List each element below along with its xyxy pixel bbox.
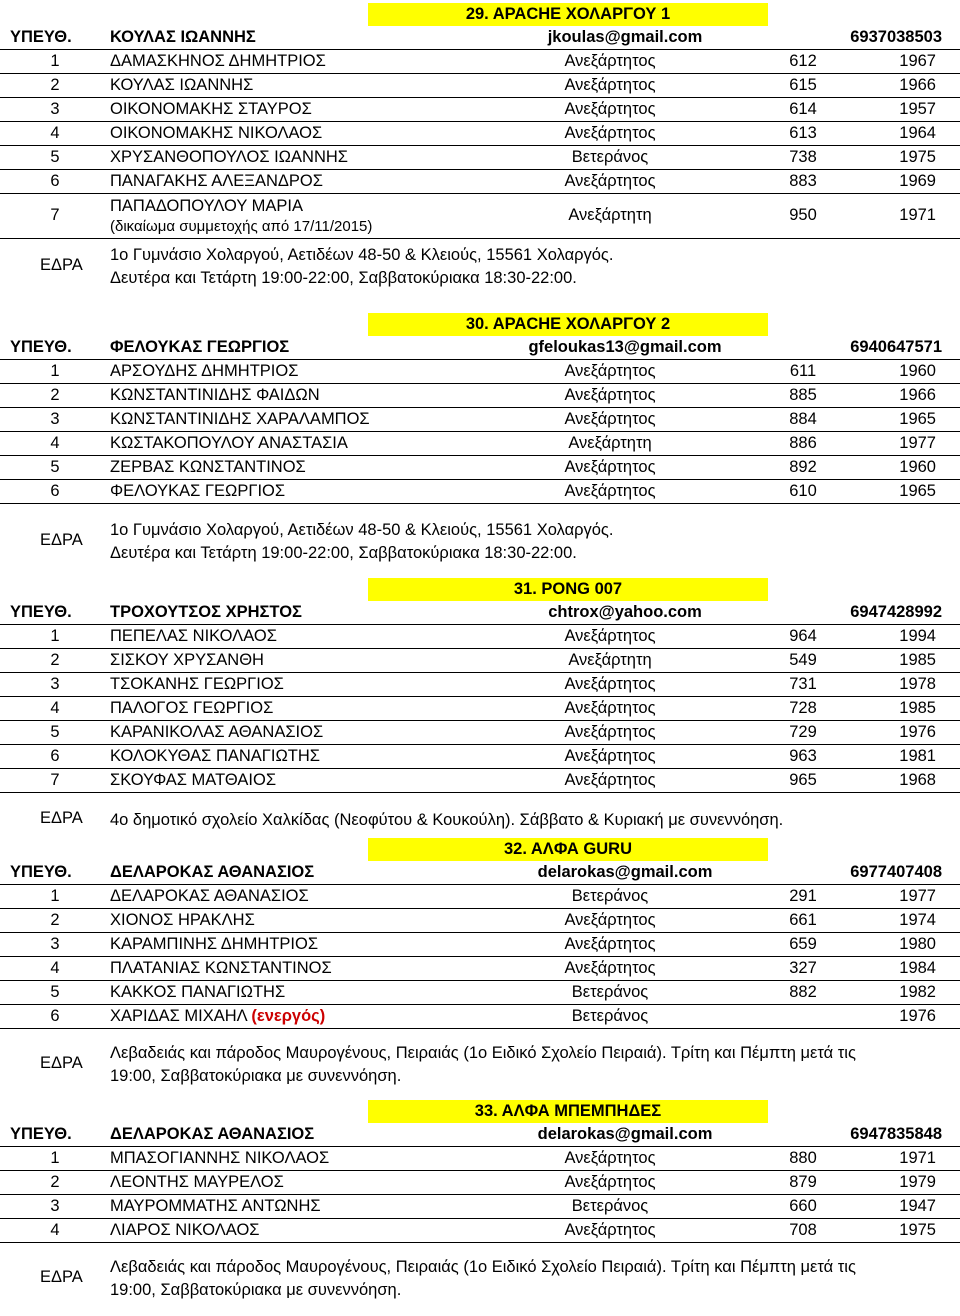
player-id: 612 [789, 52, 817, 70]
player-row [0, 933, 960, 957]
venue-block [0, 243, 960, 291]
player-id: 950 [789, 206, 817, 224]
player-row [0, 1195, 960, 1219]
player-id: 660 [789, 1197, 817, 1215]
player-category: Βετεράνος [571, 148, 649, 166]
player-birth-year: 1947 [899, 1197, 936, 1215]
player-birth-year: 1960 [899, 458, 936, 476]
venue-line: 1ο Γυμνάσιο Χολαργού, Αετιδέων 48-50 & Κλειούς, 15561 Χολαργός. [110, 246, 614, 264]
player-name [110, 98, 312, 121]
player-name [110, 721, 323, 744]
player-number: 3 [50, 935, 60, 953]
player-number: 5 [50, 148, 60, 166]
player-status-note: (ενεργός) [251, 1007, 326, 1025]
player-birth-year: 1967 [899, 52, 936, 70]
player-number: 2 [50, 386, 60, 404]
player-name-text: ΚΩΝΣΤΑΝΤΙΝΙΔΗΣ ΧΑΡΑΛΑΜΠΟΣ [110, 410, 370, 428]
player-row [0, 697, 960, 721]
venue-line: 1ο Γυμνάσιο Χολαργού, Αετιδέων 48-50 & Κλειούς, 15561 Χολαργός. [110, 521, 614, 539]
player-birth-year: 1966 [899, 76, 936, 94]
player-category: Ανεξάρτητος [564, 52, 656, 70]
player-row [0, 721, 960, 745]
team-title [368, 3, 768, 26]
player-id: 964 [789, 627, 817, 645]
player-id: 731 [789, 675, 817, 693]
player-category: Βετεράνος [571, 1197, 649, 1215]
responsible-row [0, 1123, 960, 1147]
player-category: Βετεράνος [571, 887, 649, 905]
player-row [0, 1005, 960, 1029]
player-name-text: ΔΕΛΑΡΟΚΑΣ ΑΘΑΝΑΣΙΟΣ [110, 887, 309, 905]
player-category: Ανεξάρτητος [564, 911, 656, 929]
responsible-name: ΔΕΛΑΡΟΚΑΣ ΑΘΑΝΑΣΙΟΣ [110, 1125, 315, 1143]
player-name [110, 480, 285, 503]
player-category: Ανεξάρτητος [564, 1173, 656, 1191]
team-title-text: 32. ΑΛΦΑ GURU [503, 840, 632, 858]
player-category: Ανεξάρτητος [564, 362, 656, 380]
player-category: Ανεξάρτητος [564, 627, 656, 645]
player-number: 3 [50, 100, 60, 118]
venue-line: 4ο δημοτικό σχολείο Χαλκίδας (Νεοφύτου & Κουκούλη). Σάββατο & Κυριακή με συνεννόηση. [110, 810, 784, 829]
team-section [0, 578, 960, 837]
player-id: 615 [789, 76, 817, 94]
responsible-name: ΦΕΛΟΥΚΑΣ ΓΕΩΡΓΙΟΣ [110, 338, 290, 356]
player-name [110, 769, 276, 792]
player-category: Ανεξάρτητος [564, 482, 656, 500]
player-row [0, 50, 960, 74]
player-birth-year: 1984 [899, 959, 936, 977]
player-birth-year: 1968 [899, 771, 936, 789]
player-number: 2 [50, 651, 60, 669]
responsible-row [0, 336, 960, 360]
player-category: Ανεξάρτητη [568, 434, 652, 452]
venue-label: ΕΔΡΑ [40, 1267, 83, 1286]
player-name-text: ΠΑΠΑΔΟΠΟΥΛΟΥ ΜΑΡΙΑ [110, 197, 303, 215]
responsible-email: delarokas@gmail.com [537, 863, 713, 881]
player-name-text: ΚΟΥΛΑΣ ΙΩΑΝΝΗΣ [110, 76, 254, 94]
player-category: Ανεξάρτητος [564, 100, 656, 118]
player-row [0, 194, 960, 239]
player-category: Ανεξάρτητος [564, 386, 656, 404]
player-row [0, 1171, 960, 1195]
responsible-phone: 6947428992 [850, 603, 942, 621]
player-id: 886 [789, 434, 817, 452]
player-note-subtitle: (δικαίωμα συμμετοχής από 17/11/2015) [110, 218, 373, 235]
player-name [110, 122, 322, 145]
player-birth-year: 1974 [899, 911, 936, 929]
player-row [0, 649, 960, 673]
venue-line: Λεβαδειάς και πάροδος Μαυρογένους, Πειραιάς (1ο Ειδικό Σχολείο Πειραιά). Τρίτη και Πέμπτη μετά τις [110, 1258, 856, 1276]
player-number: 6 [50, 1007, 60, 1025]
player-id: 738 [789, 148, 817, 166]
player-number: 4 [50, 124, 60, 142]
player-row [0, 1147, 960, 1171]
venue-line: Δευτέρα και Τετάρτη 19:00-22:00, Σαββατοκύριακα 18:30-22:00. [110, 269, 577, 287]
player-row [0, 170, 960, 194]
player-category: Ανεξάρτητος [564, 675, 656, 693]
player-name-text: ΜΠΑΣΟΓΙΑΝΝΗΣ ΝΙΚΟΛΑΟΣ [110, 1149, 330, 1167]
responsible-email: gfeloukas13@gmail.com [528, 338, 722, 356]
responsible-label: ΥΠΕΥΘ. [10, 338, 72, 356]
responsible-phone: 6977407408 [850, 863, 942, 881]
player-id: 883 [789, 172, 817, 190]
player-birth-year: 1966 [899, 386, 936, 404]
player-name [110, 196, 372, 240]
player-row [0, 957, 960, 981]
venue-label: ΕΔΡΑ [40, 530, 83, 549]
responsible-label: ΥΠΕΥΘ. [10, 1125, 72, 1143]
player-row [0, 456, 960, 480]
player-name [110, 909, 255, 932]
responsible-name: ΤΡΟΧΟΥΤΣΟΣ ΧΡΗΣΤΟΣ [110, 603, 302, 621]
player-birth-year: 1975 [899, 148, 936, 166]
player-id [760, 1005, 846, 1028]
responsible-email: delarokas@gmail.com [537, 1125, 713, 1143]
player-name-text: ΚΑΚΚΟΣ ΠΑΝΑΓΙΩΤΗΣ [110, 983, 286, 1001]
player-row [0, 122, 960, 146]
player-birth-year: 1960 [899, 362, 936, 380]
player-birth-year: 1965 [899, 410, 936, 428]
player-category: Ανεξάρτητος [564, 935, 656, 953]
player-row [0, 408, 960, 432]
player-number: 3 [50, 1197, 60, 1215]
venue-label: ΕΔΡΑ [40, 1053, 83, 1072]
responsible-name: ΔΕΛΑΡΟΚΑΣ ΑΘΑΝΑΣΙΟΣ [110, 863, 315, 881]
team-title-text: 31. PONG 007 [513, 580, 623, 598]
player-name [110, 384, 320, 407]
player-number: 1 [50, 887, 60, 905]
player-number: 6 [50, 172, 60, 190]
player-name-text: ΟΙΚΟΝΟΜΑΚΗΣ ΣΤΑΥΡΟΣ [110, 100, 312, 118]
player-birth-year: 1957 [899, 100, 936, 118]
player-number: 5 [50, 723, 60, 741]
player-name-text: ΠΑΛΟΓΟΣ ΓΕΩΡΓΙΟΣ [110, 699, 274, 717]
player-row [0, 981, 960, 1005]
player-name [110, 360, 298, 383]
player-id: 613 [789, 124, 817, 142]
responsible-email: jkoulas@gmail.com [547, 28, 703, 46]
player-birth-year: 1979 [899, 1173, 936, 1191]
player-row [0, 480, 960, 504]
player-name-text: ΣΙΣΚΟΥ ΧΡΥΣΑΝΘΗ [110, 651, 264, 669]
player-category: Ανεξάρτητος [564, 747, 656, 765]
team-title [368, 313, 768, 336]
player-number: 6 [50, 482, 60, 500]
player-id: 661 [789, 911, 817, 929]
player-number: 1 [50, 52, 60, 70]
player-birth-year: 1985 [899, 699, 936, 717]
player-name-text: ΚΟΛΟΚΥΘΑΣ ΠΑΝΑΓΙΩΤΗΣ [110, 747, 320, 765]
player-number: 4 [50, 1221, 60, 1239]
player-number: 5 [50, 983, 60, 1001]
player-birth-year: 1975 [899, 1221, 936, 1239]
player-id: 892 [789, 458, 817, 476]
player-birth-year: 1977 [899, 887, 936, 905]
player-name [110, 885, 309, 908]
player-name-text: ΑΡΣΟΥΔΗΣ ΔΗΜΗΤΡΙΟΣ [110, 362, 299, 380]
player-category: Βετεράνος [571, 983, 649, 1001]
team-section [0, 313, 960, 568]
player-name [110, 1195, 321, 1218]
responsible-phone: 6937038503 [850, 28, 942, 46]
player-number: 2 [50, 76, 60, 94]
player-number: 7 [50, 206, 60, 224]
player-name-text: ΚΩΣΤΑΚΟΠΟΥΛΟΥ ΑΝΑΣΤΑΣΙΑ [110, 434, 348, 452]
player-name [110, 673, 284, 696]
player-id: 879 [789, 1173, 817, 1191]
team-title [368, 578, 768, 601]
player-row [0, 1219, 960, 1243]
venue-text [110, 519, 952, 565]
player-number: 5 [50, 458, 60, 476]
player-row [0, 625, 960, 649]
player-name [110, 649, 264, 672]
player-name-text: ΧΡΥΣΑΝΘΟΠΟΥΛΟΣ ΙΩΑΝΝΗΣ [110, 148, 348, 166]
player-name [110, 625, 277, 648]
player-row [0, 146, 960, 170]
player-birth-year: 1985 [899, 651, 936, 669]
player-category: Ανεξάρτητος [564, 172, 656, 190]
player-name [110, 456, 306, 479]
player-name [110, 745, 320, 768]
responsible-label: ΥΠΕΥΘ. [10, 863, 72, 881]
responsible-email: chtrox@yahoo.com [548, 603, 702, 621]
player-name [110, 1147, 329, 1170]
team-title-text: 30. APACHE ΧΟΛΑΡΓΟΥ 2 [465, 315, 671, 333]
player-name-text: ΖΕΡΒΑΣ ΚΩΝΣΤΑΝΤΙΝΟΣ [110, 458, 306, 476]
player-id: 885 [789, 386, 817, 404]
player-id: 965 [789, 771, 817, 789]
player-id: 728 [789, 699, 817, 717]
venue-label: ΕΔΡΑ [40, 255, 83, 274]
player-number: 6 [50, 747, 60, 765]
responsible-phone: 6940647571 [850, 338, 942, 356]
player-birth-year: 1994 [899, 627, 936, 645]
player-name [110, 50, 326, 73]
player-number: 4 [50, 699, 60, 717]
player-category: Ανεξάρτητος [564, 1221, 656, 1239]
player-category: Ανεξάρτητος [564, 76, 656, 94]
responsible-label: ΥΠΕΥΘ. [10, 28, 72, 46]
player-number: 4 [50, 434, 60, 452]
player-row [0, 432, 960, 456]
player-name-text: ΚΩΝΣΤΑΝΤΙΝΙΔΗΣ ΦΑΙΔΩΝ [110, 386, 320, 404]
player-name [110, 1219, 259, 1242]
player-name-text: ΛΙΑΡΟΣ ΝΙΚΟΛΑΟΣ [110, 1221, 260, 1239]
player-name [110, 1005, 325, 1028]
player-name-text: ΠΕΠΕΛΑΣ ΝΙΚΟΛΑΟΣ [110, 627, 277, 645]
player-category: Ανεξάρτητη [568, 651, 652, 669]
player-category: Ανεξάρτητος [564, 410, 656, 428]
player-name [110, 432, 348, 455]
responsible-row [0, 601, 960, 625]
player-name [110, 170, 323, 193]
team-title-text: 33. ΑΛΦΑ ΜΠΕΜΠΗΔΕΣ [474, 1102, 662, 1120]
player-row [0, 384, 960, 408]
venue-text [110, 809, 952, 832]
player-category: Ανεξάρτητος [564, 699, 656, 717]
player-number: 4 [50, 959, 60, 977]
venue-line: 19:00, Σαββατοκύριακα με συνεννόηση. [110, 1067, 402, 1085]
responsible-name: ΚΟΥΛΑΣ ΙΩΑΝΝΗΣ [110, 28, 256, 46]
player-name-text: ΣΚΟΥΦΑΣ ΜΑΤΘΑΙΟΣ [110, 771, 277, 789]
player-id: 327 [789, 959, 817, 977]
player-number: 3 [50, 675, 60, 693]
player-row [0, 769, 960, 793]
player-name-text: ΠΑΝΑΓΑΚΗΣ ΑΛΕΞΑΝΔΡΟΣ [110, 172, 323, 190]
team-section [0, 3, 960, 291]
team-section [0, 838, 960, 1091]
player-name-text: ΚΑΡΑΝΙΚΟΛΑΣ ΑΘΑΝΑΣΙΟΣ [110, 723, 324, 741]
responsible-label: ΥΠΕΥΘ. [10, 603, 72, 621]
player-id: 882 [789, 983, 817, 1001]
player-id: 880 [789, 1149, 817, 1167]
venue-text [110, 1256, 952, 1302]
responsible-phone: 6947835848 [850, 1125, 942, 1143]
player-name-text: ΤΣΟΚΑΝΗΣ ΓΕΩΡΓΙΟΣ [110, 675, 284, 693]
player-birth-year: 1965 [899, 482, 936, 500]
venue-block [0, 803, 960, 837]
player-row [0, 673, 960, 697]
player-number: 2 [50, 1173, 60, 1191]
player-birth-year: 1964 [899, 124, 936, 142]
player-birth-year: 1976 [899, 723, 936, 741]
player-row [0, 885, 960, 909]
player-name-text: ΟΙΚΟΝΟΜΑΚΗΣ ΝΙΚΟΛΑΟΣ [110, 124, 323, 142]
player-name [110, 146, 348, 169]
player-birth-year: 1981 [899, 747, 936, 765]
player-category: Ανεξάρτητος [564, 124, 656, 142]
player-birth-year: 1982 [899, 983, 936, 1001]
venue-block [0, 516, 960, 568]
player-name [110, 74, 253, 97]
player-number: 1 [50, 627, 60, 645]
player-name-text: ΜΑΥΡΟΜΜΑΤΗΣ ΑΝΤΩΝΗΣ [110, 1197, 321, 1215]
player-id: 549 [789, 651, 817, 669]
player-id: 611 [789, 362, 817, 380]
player-number: 3 [50, 410, 60, 428]
player-row [0, 909, 960, 933]
player-birth-year: 1971 [899, 1149, 936, 1167]
player-name [110, 697, 273, 720]
player-category: Ανεξάρτητος [564, 458, 656, 476]
player-name-text: ΚΑΡΑΜΠΙΝΗΣ ΔΗΜΗΤΡΙΟΣ [110, 935, 319, 953]
player-row [0, 74, 960, 98]
team-title [368, 838, 768, 861]
player-id: 884 [789, 410, 817, 428]
venue-line: 19:00, Σαββατοκύριακα με συνεννόηση. [110, 1281, 402, 1299]
player-name-text: ΧΙΟΝΟΣ ΗΡΑΚΛΗΣ [110, 911, 255, 929]
player-id: 291 [789, 887, 817, 905]
player-name [110, 957, 332, 980]
player-birth-year: 1971 [899, 206, 936, 224]
player-id: 659 [789, 935, 817, 953]
player-category: Ανεξάρτητη [568, 206, 652, 224]
player-birth-year: 1969 [899, 172, 936, 190]
player-number: 7 [50, 771, 60, 789]
player-number: 2 [50, 911, 60, 929]
venue-label: ΕΔΡΑ [40, 808, 83, 827]
player-id: 610 [789, 482, 817, 500]
player-category: Ανεξάρτητος [564, 1149, 656, 1167]
player-row [0, 98, 960, 122]
player-name-text: ΦΕΛΟΥΚΑΣ ΓΕΩΡΓΙΟΣ [110, 482, 286, 500]
player-id: 614 [789, 100, 817, 118]
player-name-text: ΔΑΜΑΣΚΗΝΟΣ ΔΗΜΗΤΡΙΟΣ [110, 52, 326, 70]
venue-text [110, 244, 952, 290]
team-section [0, 1100, 960, 1305]
player-birth-year: 1980 [899, 935, 936, 953]
player-name-text: ΠΛΑΤΑΝΙΑΣ ΚΩΝΣΤΑΝΤΙΝΟΣ [110, 959, 332, 977]
player-birth-year: 1976 [899, 1007, 936, 1025]
player-name [110, 1171, 284, 1194]
responsible-row [0, 26, 960, 50]
venue-block [0, 1253, 960, 1305]
player-id: 729 [789, 723, 817, 741]
team-title-text: 29. APACHE ΧΟΛΑΡΓΟΥ 1 [465, 5, 671, 23]
player-row [0, 745, 960, 769]
player-row [0, 360, 960, 384]
player-category: Ανεξάρτητος [564, 723, 656, 741]
player-id: 963 [789, 747, 817, 765]
player-name [110, 408, 370, 431]
venue-text [110, 1042, 952, 1088]
responsible-row [0, 861, 960, 885]
venue-line: Δευτέρα και Τετάρτη 19:00-22:00, Σαββατοκύριακα 18:30-22:00. [110, 544, 577, 562]
player-id: 708 [789, 1221, 817, 1239]
player-name [110, 933, 318, 956]
player-name-text: ΛΕΟΝΤΗΣ ΜΑΥΡΕΛΟΣ [110, 1173, 284, 1191]
player-category: Βετεράνος [571, 1007, 649, 1025]
venue-block [0, 1039, 960, 1091]
team-title [368, 1100, 768, 1123]
venue-line: Λεβαδειάς και πάροδος Μαυρογένους, Πειραιάς (1ο Ειδικό Σχολείο Πειραιά). Τρίτη και Πέμπτη μετά τις [110, 1044, 856, 1062]
player-category: Ανεξάρτητος [564, 959, 656, 977]
player-name-text: ΧΑΡΙΔΑΣ ΜΙΧΑΗΛ [110, 1007, 247, 1025]
player-category: Ανεξάρτητος [564, 771, 656, 789]
player-name [110, 981, 285, 1004]
player-number: 1 [50, 1149, 60, 1167]
player-number: 1 [50, 362, 60, 380]
player-birth-year: 1977 [899, 434, 936, 452]
player-birth-year: 1978 [899, 675, 936, 693]
